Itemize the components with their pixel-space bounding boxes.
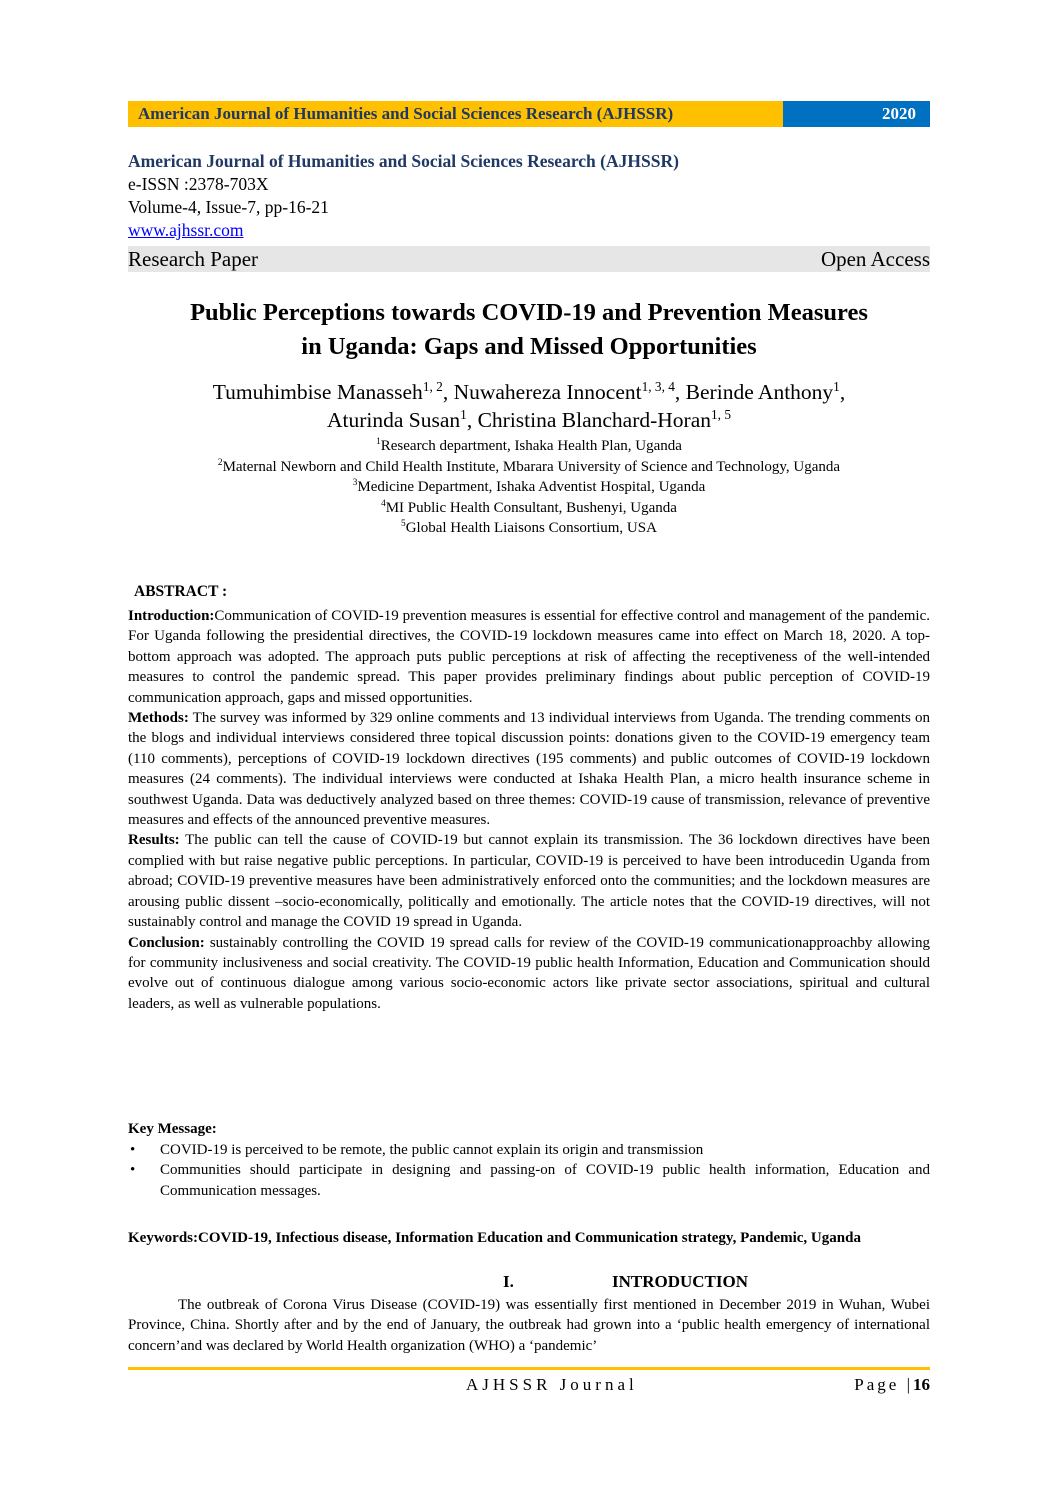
affiliation-list (100, 436, 958, 539)
affiliation (100, 457, 958, 478)
author-name: Christina Blanchard-Horan (477, 408, 712, 432)
author-sep: , (839, 380, 846, 404)
affiliation (100, 518, 958, 539)
key-message-heading: Key Message: (128, 1121, 217, 1137)
website-link[interactable]: www.ajhssr.com (128, 220, 244, 240)
bullet-text: COVID-19 is perceived to be remote, the public cannot explain its origin and transmission (160, 1142, 704, 1158)
header-year: 2020 (783, 101, 930, 127)
affiliation-text: Global Health Liaisons Consortium, USA (405, 520, 657, 536)
paper-type: Research Paper (128, 247, 259, 271)
affiliation (100, 436, 958, 457)
affiliation-text: Medicine Department, Ishaka Adventist Hospital, Uganda (357, 479, 706, 495)
author-list (100, 378, 958, 434)
keywords-label: Keywords: (128, 1230, 198, 1246)
paper-type-bar (128, 246, 930, 272)
abstract-conclusion (128, 933, 930, 1015)
author-sep: , (442, 380, 454, 404)
results-text: The public can tell the cause of COVID-19 but cannot explain its transmission. The 36 lockdown directives have been complied with but raise negative public perceptions. In particular, COVID-19 is perceived to have been introducedin Uganda from abroad; COVID-19 preventive measures have been administratively enforced onto the communities; and the lockdown measures are arousing public dissent –socio-economically, politically and emotionally. The article notes that the COVID-19 directives, will not sustainably control and manage the COVID 19 spread in Uganda. (128, 832, 930, 931)
list-item (128, 1160, 930, 1201)
affiliation-num: 4 (381, 498, 386, 509)
author-affil-sup: 1 (460, 406, 467, 422)
introduction-paragraph: The outbreak of Corona Virus Disease (COVID-19) was essentially first mentioned in December 2019 in Wuhan, Wubei Province, China. Shortly after and by the end of January, the outbreak had grown into a ‘public health emergency of international concern’and was declared by World Health organization (WHO) a ‘pandemic’ (128, 1297, 930, 1354)
bullet-icon: • (130, 1162, 136, 1179)
affiliation-text: Maternal Newborn and Child Health Institute, Mbarara University of Science and Technology, Uganda (222, 458, 841, 475)
author-sep: , (466, 408, 478, 432)
affiliation-num: 2 (217, 457, 223, 468)
affiliation-text: MI Public Health Consultant, Bushenyi, Uganda (385, 499, 677, 516)
header-journal-name: American Journal of Humanities and Social Sciences Research (AJHSSR) (128, 101, 783, 127)
author-name: Nuwahereza Innocent (453, 380, 642, 404)
list-item (128, 1140, 930, 1160)
keywords (128, 1226, 930, 1250)
abstract-introduction (128, 606, 930, 708)
methods-label: Methods: (128, 710, 189, 727)
meta-journal-name: American Journal of Humanities and Social Sciences Research (AJHSSR) (128, 151, 679, 171)
key-message-list (128, 1140, 930, 1201)
journal-header-bar (128, 101, 930, 127)
page-number: 16 (913, 1375, 930, 1394)
abstract-body (128, 606, 930, 1014)
author-affil-sup: 1, 5 (711, 406, 732, 422)
methods-text: The survey was informed by 329 online comments and 13 individual interviews from Uganda. The trending comments on the blogs and individual interviews considered three topical discussion points: donations given to the COVID-19 emergency team (110 comments), perceptions of COVID-19 lockdown directives (195 comments) and public outcomes of COVID-19 lockdown measures (24 comments). The individual interviews were conducted at Ishaka Health Plan, a micro health insurance scheme in southwest Uganda. Data was deductively analyzed based on three themes: COVID-19 cause of transmission, relevance of preventive measures and effects of the announced preventive measures. (128, 710, 930, 829)
abstract-heading: ABSTRACT : (134, 583, 228, 600)
footer-rule (128, 1367, 930, 1370)
affiliation (100, 477, 958, 498)
footer-journal: AJHSSR Journal (466, 1375, 638, 1394)
author-affil-sup: 1, 3, 4 (641, 378, 675, 394)
affiliation-num: 3 (352, 478, 358, 488)
introduction-text: Communication of COVID-19 prevention measures is essential for effective control and management of the pandemic. For Uganda following the presidential directives, the COVID-19 lockdown measures came into effect on March 18, 2020. A top-bottom approach was adopted. The approach puts public perceptions at risk of affecting the receptiveness of the well-intended measures to control the pandemic spread. This paper provides preliminary findings about public perception of COVID-19 communication approach, gaps and missed opportunities. (128, 608, 930, 706)
title-line-1: Public Perceptions towards COVID-19 and Prevention Measures (190, 299, 868, 326)
affiliation-text: Research department, Ishaka Health Plan, Uganda (380, 438, 682, 454)
footer-page (854, 1375, 930, 1395)
journal-meta (128, 150, 930, 242)
author-name: Berinde Anthony (685, 380, 834, 404)
section-title: INTRODUCTION (612, 1272, 749, 1291)
introduction-label: Introduction: (128, 608, 215, 624)
affiliation (100, 498, 958, 519)
abstract-methods (128, 708, 930, 830)
conclusion-text: sustainably controlling the COVID 19 spread calls for review of the COVID-19 communicationapproachby allowing for community inclusiveness and social creativity. The COVID-19 public health Information, Education and Communication should evolve out of continuous dialogue among various socio-economic actors like private sector associations, spiritual and cultural leaders, as well as vulnerable populations. (128, 934, 930, 1012)
conclusion-label: Conclusion: (128, 934, 205, 951)
author-affil-sup: 1, 2 (422, 378, 443, 394)
author-sep: , (674, 380, 686, 404)
affiliation-num: 5 (401, 519, 406, 529)
section-number: I. (503, 1272, 514, 1291)
page-footer (128, 1375, 930, 1397)
access-type: Open Access (820, 247, 930, 271)
title-line-2: in Uganda: Gaps and Missed Opportunities (301, 333, 757, 360)
keywords-text: COVID-19, Infectious disease, Information Education and Communication strategy, Pandemic, Uganda (198, 1230, 861, 1246)
author-name: Aturinda Susan (326, 408, 461, 432)
page-label: Page | (854, 1375, 913, 1394)
author-name: Tumuhimbise Manasseh (212, 380, 423, 404)
paper-title (100, 296, 958, 364)
bullet-icon: • (130, 1142, 136, 1158)
author-affil-sup: 1 (833, 378, 840, 394)
results-label: Results: (128, 832, 180, 849)
affiliation-num: 1 (376, 437, 381, 447)
meta-issn: e-ISSN :2378-703X (128, 174, 269, 194)
meta-volume: Volume-4, Issue-7, pp-16-21 (128, 197, 329, 217)
bullet-text: Communities should participate in designing and passing-on of COVID-19 public health information, Education and Communication messages. (160, 1162, 930, 1199)
abstract-results (128, 830, 930, 932)
